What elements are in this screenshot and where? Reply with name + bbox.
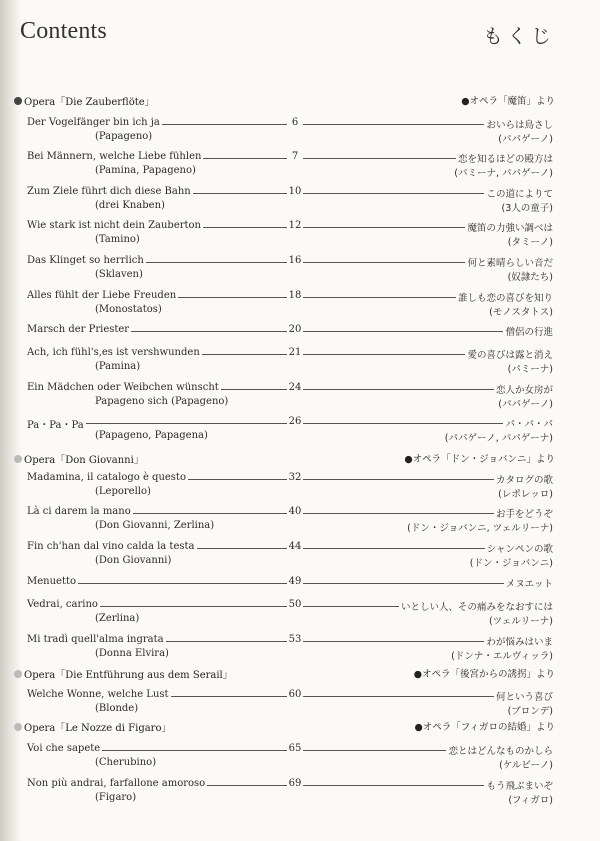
entry-singer-ja: (ドン・ジョバンニ, ツェルリーナ): [407, 523, 553, 534]
entry-singer: (Don Giovanni, Zerlina): [95, 520, 215, 531]
entry-singer: Papageno sich (Papageno): [95, 396, 229, 407]
entry-page-number: 69: [288, 778, 302, 789]
section-header: [14, 93, 555, 109]
entry-title: Wie stark ist nicht dein Zauberton: [27, 220, 201, 231]
toc-entry[interactable]: [27, 117, 553, 147]
entry-page-number: 40: [288, 506, 302, 517]
section-opera-title-ja: ●オペラ「魔笛」より: [461, 96, 555, 107]
entry-page-number: 6: [287, 117, 303, 128]
section-header: [14, 451, 555, 467]
section-header: [14, 719, 555, 735]
entry-singer-ja: (レポレッロ): [498, 489, 553, 500]
entry-title: Der Vogelfänger bin ich ja: [27, 117, 160, 128]
entry-singer-ja: (ツェルリーナ): [488, 616, 553, 627]
entry-singer-ja: (3人の童子): [501, 203, 553, 214]
entry-title: Madamina, il catalogo è questo: [27, 472, 186, 483]
entry-title-ja: 何という喜び: [494, 689, 553, 703]
entry-title: Vedrai, carino: [27, 599, 98, 610]
entry-title-ja: メヌエット: [504, 576, 553, 590]
entry-singer-ja: (タミーノ): [507, 237, 553, 248]
section-header: [14, 666, 555, 682]
entry-singer: (Figaro): [95, 792, 137, 803]
entry-page-number: 21: [288, 347, 302, 358]
entry-title-ja: 何と素晴らしい音だ: [465, 255, 553, 269]
toc-entry[interactable]: [27, 541, 553, 571]
entry-page-number: 20: [288, 324, 302, 335]
entry-singer: (Zerlina): [95, 613, 140, 624]
entry-singer: (drei Knaben): [95, 200, 165, 211]
entry-singer-ja: (パミーナ, パパゲーノ): [454, 168, 553, 179]
toc-entry[interactable]: [27, 347, 553, 377]
section-opera-title-ja: ●オペラ「フィガロの結婚」より: [414, 722, 555, 733]
entry-title: Menuetto: [27, 576, 77, 587]
contents-title-ja: もくじ: [483, 24, 555, 48]
entry-title: Marsch der Priester: [27, 324, 130, 335]
entry-singer: (Tamino): [95, 234, 140, 245]
page-spine-shadow: [0, 0, 22, 841]
entry-singer: (Papageno, Papagena): [95, 430, 208, 441]
entry-singer: (Pamina): [95, 361, 141, 372]
section-opera-title: Opera「Don Giovanni」: [24, 455, 144, 466]
section-opera-title: Opera「Die Zauberflöte」: [24, 97, 155, 108]
toc-entry[interactable]: [27, 290, 553, 320]
entry-singer: (Papageno): [95, 131, 153, 142]
entry-title-ja: 恋人か女房が: [494, 382, 553, 396]
entry-title: Ein Mädchen oder Weibchen wünscht: [27, 382, 219, 393]
entry-page-number: 12: [288, 220, 302, 231]
entry-title-ja: おいらは鳥さし: [484, 117, 553, 131]
entry-page-number: 49: [288, 576, 302, 587]
toc-entry[interactable]: [27, 778, 553, 808]
entry-title: Mi tradì quell'alma ingrata: [27, 634, 164, 645]
entry-title-ja: お手をどうぞ: [494, 506, 553, 520]
entry-title-ja: 恋とはどんなものかしら: [446, 743, 553, 757]
entry-title: Fin ch'han dal vino calda la testa: [27, 541, 195, 552]
entry-page-number: 16: [288, 255, 302, 266]
entry-page-number: 32: [288, 472, 302, 483]
entry-title: Welche Wonne, welche Lust: [27, 689, 169, 700]
entry-title-ja: カタログの歌: [494, 472, 553, 486]
entry-singer-ja: (ブロンデ): [507, 706, 553, 717]
entry-singer: (Leporello): [95, 486, 151, 497]
entry-singer: (Monostatos): [95, 304, 162, 315]
entry-title-ja: 僧侶の行進: [503, 324, 553, 338]
entry-page-number: 7: [287, 151, 303, 162]
toc-entry[interactable]: [27, 186, 553, 216]
entry-page-number: 65: [288, 743, 302, 754]
entry-title-ja: 愛の喜びは露と消え: [465, 347, 553, 361]
page-header: [20, 18, 555, 58]
entry-page-number: 50: [288, 599, 302, 610]
bullet-dot-icon: [14, 723, 22, 731]
entry-title: Ach, ich fühl's,es ist vershwunden: [27, 347, 200, 358]
entry-title: Das Klinget so herrlich: [27, 255, 144, 266]
entry-singer-ja: (パパゲーノ): [498, 134, 553, 145]
entry-title-ja: 魔笛の力強い調べは: [465, 220, 553, 234]
toc-entry[interactable]: [27, 382, 553, 412]
entry-singer: (Cherubino): [95, 757, 157, 768]
toc-entry[interactable]: [27, 634, 553, 664]
entry-title: Voi che sapete: [27, 743, 101, 754]
entry-singer-ja: (パミーナ): [507, 364, 553, 375]
toc-entry[interactable]: [27, 506, 553, 536]
entry-page-number: 18: [288, 290, 302, 301]
entry-singer-ja: (奴隷たち): [507, 272, 553, 283]
entry-singer: (Donna Elvira): [95, 648, 169, 659]
entry-page-number: 26: [288, 416, 302, 427]
entry-title-ja: 恋を知るほどの殿方は: [456, 151, 553, 165]
entry-title-ja: もう飛ぶまいぞ: [484, 778, 553, 792]
section-opera-title: Opera「Die Entführung aus dem Serail」: [24, 670, 233, 681]
entry-singer-ja: (モノスタトス): [489, 307, 553, 318]
entry-title-ja: パ・パ・パ: [503, 416, 553, 430]
section-opera-title-ja: ●オペラ「ドン・ジョバンニ」より: [404, 454, 555, 465]
entry-title-ja: この道によりて: [484, 186, 553, 200]
entry-title: Pa・Pa・Pa: [27, 416, 86, 431]
entry-title: Bei Männern, welche Liebe fühlen: [27, 151, 202, 162]
entry-page-number: 10: [288, 186, 302, 197]
entry-singer-ja: (ケルビーノ): [499, 760, 553, 771]
entry-singer-ja: (ドン・ジョバンニ): [469, 558, 553, 569]
entry-singer-ja: (ドンナ・エルヴィッラ): [451, 651, 553, 662]
entry-singer-ja: (パパゲーノ, パパゲーナ): [444, 433, 553, 444]
toc-entry[interactable]: [27, 689, 553, 719]
toc-entry[interactable]: [27, 472, 553, 502]
bullet-dot-icon: [14, 97, 22, 105]
entry-page-number: 24: [288, 382, 302, 393]
bullet-dot-icon: [14, 670, 22, 678]
entry-singer: (Blonde): [95, 703, 139, 714]
entry-title: Zum Ziele führt dich diese Bahn: [27, 186, 191, 197]
entry-singer: (Sklaven): [95, 269, 143, 280]
toc-entry[interactable]: [27, 416, 553, 446]
contents-title: Contents: [20, 18, 107, 44]
entry-page-number: 53: [288, 634, 302, 645]
bullet-dot-icon: [14, 455, 22, 463]
entry-singer-ja: (フィガロ): [508, 795, 553, 806]
entry-singer: (Pamina, Papageno): [95, 165, 196, 176]
entry-title: Là ci darem la mano: [27, 506, 131, 517]
toc-entry[interactable]: [27, 151, 553, 181]
entry-title-ja: 誰しも恋の喜びを知り: [456, 290, 553, 304]
section-opera-title: Opera「Le Nozze di Figaro」: [24, 723, 172, 734]
entry-title-ja: シャンペンの歌: [485, 541, 553, 555]
toc-entry[interactable]: [27, 599, 553, 629]
entry-title: Alles fühlt der Liebe Freuden: [27, 290, 177, 301]
entry-title-ja: わが悩みはいま: [484, 634, 553, 648]
entry-title: Non più andrai, farfallone amoroso: [27, 778, 206, 789]
toc-entry[interactable]: [27, 743, 553, 773]
section-opera-title-ja: ●オペラ「後宮からの誘拐」より: [413, 669, 555, 680]
entry-title-ja: いとしい人、その痛みをなおすには: [399, 599, 553, 613]
entry-singer: (Don Giovanni): [95, 555, 172, 566]
toc-entry[interactable]: [27, 255, 553, 285]
entry-page-number: 60: [288, 689, 302, 700]
toc-entry[interactable]: [27, 220, 553, 250]
entry-singer-ja: (パパゲーノ): [498, 399, 553, 410]
entry-page-number: 44: [288, 541, 302, 552]
